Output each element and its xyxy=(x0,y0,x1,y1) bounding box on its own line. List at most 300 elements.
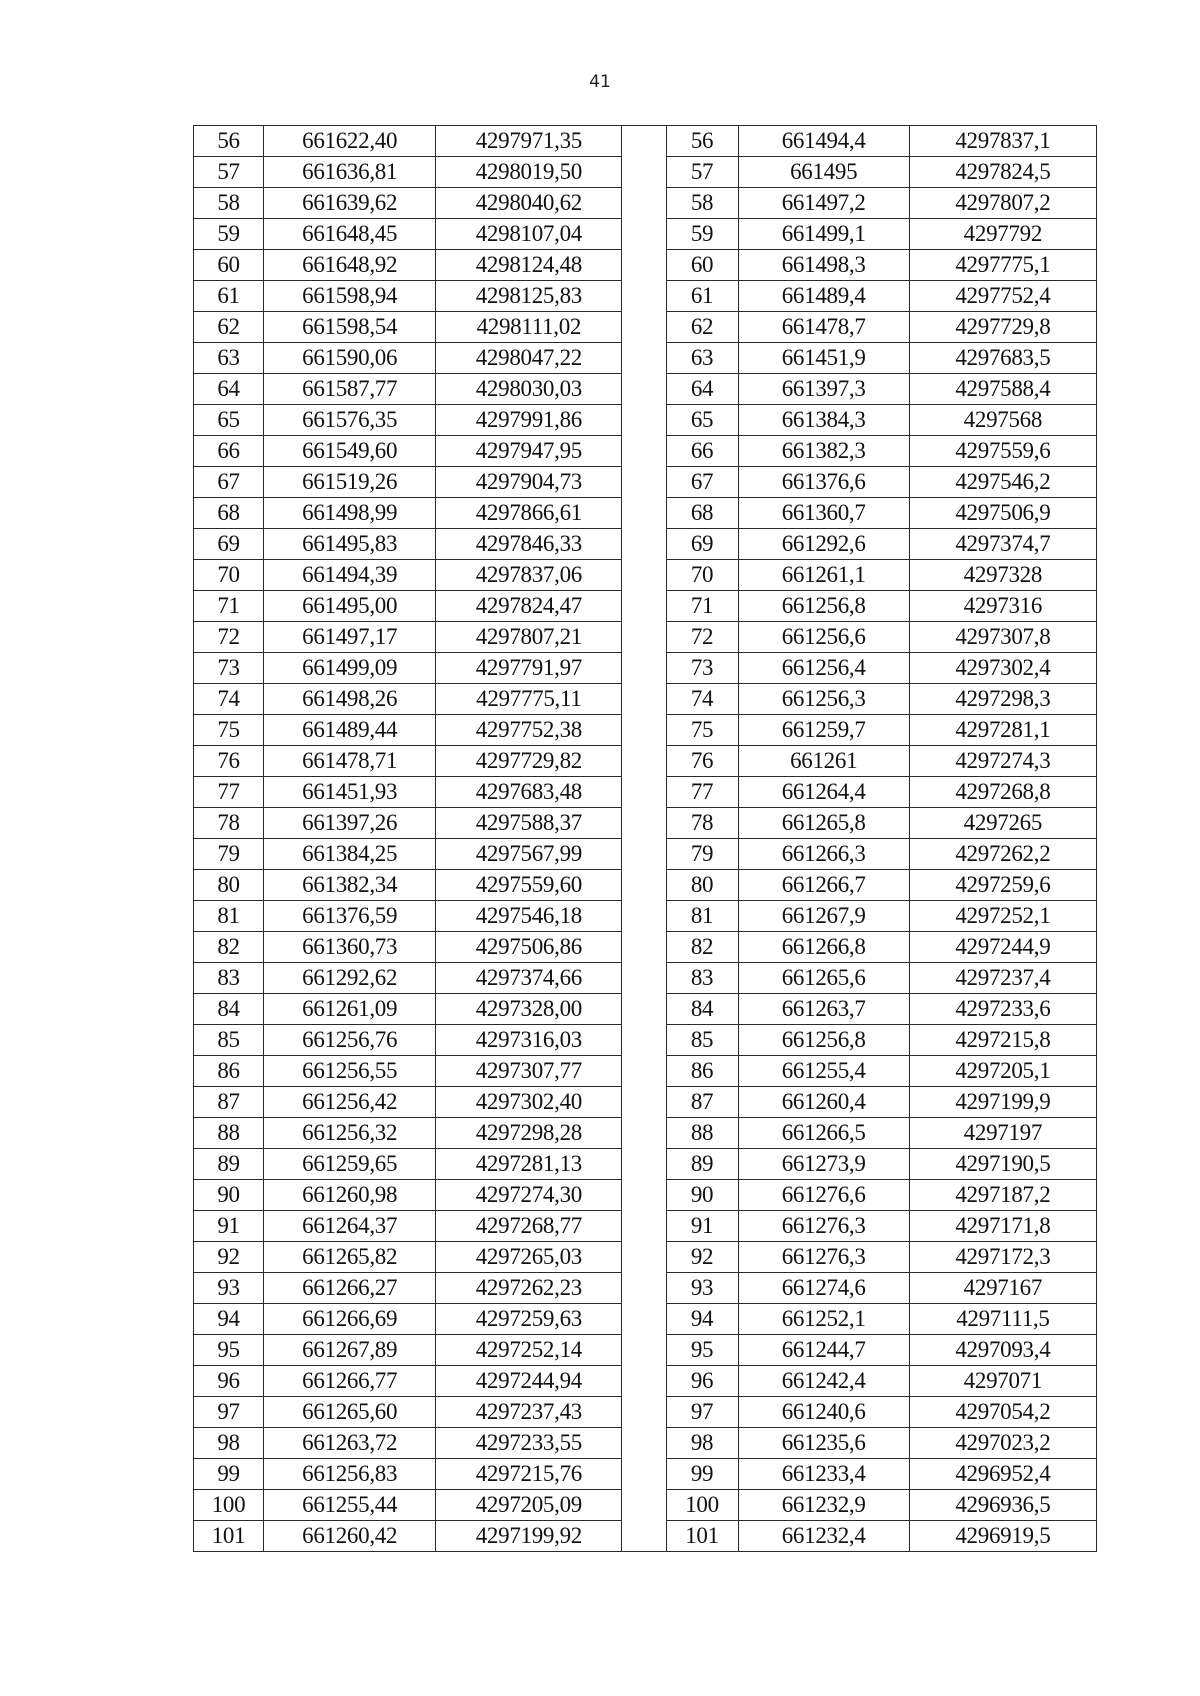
table-row xyxy=(194,1521,1097,1552)
right-point-number-cell: 101 xyxy=(666,1521,738,1552)
column-gap xyxy=(622,994,666,1025)
left-point-number-cell: 80 xyxy=(194,870,264,901)
left-x-coordinate-cell: 661266,77 xyxy=(264,1366,436,1397)
column-gap xyxy=(622,1025,666,1056)
table-row xyxy=(194,1428,1097,1459)
table-row xyxy=(194,374,1097,405)
right-point-number-cell: 65 xyxy=(666,405,738,436)
right-point-number-cell: 62 xyxy=(666,312,738,343)
left-y-coordinate-cell: 4297328,00 xyxy=(436,994,622,1025)
right-y-coordinate-cell: 4297171,8 xyxy=(909,1211,1096,1242)
right-point-number-cell: 63 xyxy=(666,343,738,374)
right-x-coordinate-cell: 661274,6 xyxy=(738,1273,909,1304)
column-gap xyxy=(622,1397,666,1428)
table-row xyxy=(194,1242,1097,1273)
left-point-number-cell: 66 xyxy=(194,436,264,467)
column-gap xyxy=(622,808,666,839)
left-point-number-cell: 72 xyxy=(194,622,264,653)
right-point-number-cell: 91 xyxy=(666,1211,738,1242)
left-x-coordinate-cell: 661622,40 xyxy=(264,126,436,157)
right-x-coordinate-cell: 661497,2 xyxy=(738,188,909,219)
table-row xyxy=(194,684,1097,715)
right-x-coordinate-cell: 661232,4 xyxy=(738,1521,909,1552)
left-point-number-cell: 85 xyxy=(194,1025,264,1056)
right-x-coordinate-cell: 661265,6 xyxy=(738,963,909,994)
right-point-number-cell: 76 xyxy=(666,746,738,777)
left-x-coordinate-cell: 661256,32 xyxy=(264,1118,436,1149)
left-point-number-cell: 63 xyxy=(194,343,264,374)
left-x-coordinate-cell: 661495,00 xyxy=(264,591,436,622)
right-x-coordinate-cell: 661244,7 xyxy=(738,1335,909,1366)
right-y-coordinate-cell: 4297316 xyxy=(909,591,1096,622)
left-y-coordinate-cell: 4297281,13 xyxy=(436,1149,622,1180)
column-gap xyxy=(622,1428,666,1459)
right-x-coordinate-cell: 661260,4 xyxy=(738,1087,909,1118)
left-point-number-cell: 95 xyxy=(194,1335,264,1366)
table-row xyxy=(194,1087,1097,1118)
left-point-number-cell: 64 xyxy=(194,374,264,405)
left-y-coordinate-cell: 4297567,99 xyxy=(436,839,622,870)
left-x-coordinate-cell: 661495,83 xyxy=(264,529,436,560)
left-y-coordinate-cell: 4297904,73 xyxy=(436,467,622,498)
left-y-coordinate-cell: 4298125,83 xyxy=(436,281,622,312)
right-point-number-cell: 96 xyxy=(666,1366,738,1397)
left-y-coordinate-cell: 4297971,35 xyxy=(436,126,622,157)
left-y-coordinate-cell: 4297752,38 xyxy=(436,715,622,746)
left-point-number-cell: 96 xyxy=(194,1366,264,1397)
left-x-coordinate-cell: 661266,27 xyxy=(264,1273,436,1304)
left-x-coordinate-cell: 661498,99 xyxy=(264,498,436,529)
right-y-coordinate-cell: 4297190,5 xyxy=(909,1149,1096,1180)
left-y-coordinate-cell: 4297259,63 xyxy=(436,1304,622,1335)
table-row xyxy=(194,1459,1097,1490)
left-point-number-cell: 74 xyxy=(194,684,264,715)
right-point-number-cell: 92 xyxy=(666,1242,738,1273)
right-point-number-cell: 79 xyxy=(666,839,738,870)
right-x-coordinate-cell: 661382,3 xyxy=(738,436,909,467)
left-y-coordinate-cell: 4298111,02 xyxy=(436,312,622,343)
left-point-number-cell: 90 xyxy=(194,1180,264,1211)
left-x-coordinate-cell: 661498,26 xyxy=(264,684,436,715)
right-y-coordinate-cell: 4297197 xyxy=(909,1118,1096,1149)
left-x-coordinate-cell: 661648,45 xyxy=(264,219,436,250)
left-point-number-cell: 57 xyxy=(194,157,264,188)
right-y-coordinate-cell: 4297302,4 xyxy=(909,653,1096,684)
right-point-number-cell: 97 xyxy=(666,1397,738,1428)
column-gap xyxy=(622,591,666,622)
left-x-coordinate-cell: 661648,92 xyxy=(264,250,436,281)
column-gap xyxy=(622,312,666,343)
right-y-coordinate-cell: 4297268,8 xyxy=(909,777,1096,808)
table-row xyxy=(194,653,1097,684)
left-point-number-cell: 82 xyxy=(194,932,264,963)
left-x-coordinate-cell: 661478,71 xyxy=(264,746,436,777)
left-x-coordinate-cell: 661489,44 xyxy=(264,715,436,746)
left-y-coordinate-cell: 4297546,18 xyxy=(436,901,622,932)
column-gap xyxy=(622,219,666,250)
column-gap xyxy=(622,1459,666,1490)
left-point-number-cell: 83 xyxy=(194,963,264,994)
table-row xyxy=(194,994,1097,1025)
right-x-coordinate-cell: 661266,3 xyxy=(738,839,909,870)
right-point-number-cell: 60 xyxy=(666,250,738,281)
left-x-coordinate-cell: 661519,26 xyxy=(264,467,436,498)
left-point-number-cell: 98 xyxy=(194,1428,264,1459)
left-y-coordinate-cell: 4297791,97 xyxy=(436,653,622,684)
table-row xyxy=(194,436,1097,467)
right-point-number-cell: 61 xyxy=(666,281,738,312)
right-x-coordinate-cell: 661451,9 xyxy=(738,343,909,374)
left-y-coordinate-cell: 4297205,09 xyxy=(436,1490,622,1521)
left-point-number-cell: 75 xyxy=(194,715,264,746)
table-row xyxy=(194,529,1097,560)
coordinates-table xyxy=(193,125,1097,1552)
table-row xyxy=(194,1335,1097,1366)
column-gap xyxy=(622,343,666,374)
table-row xyxy=(194,188,1097,219)
left-y-coordinate-cell: 4297947,95 xyxy=(436,436,622,467)
left-x-coordinate-cell: 661451,93 xyxy=(264,777,436,808)
left-y-coordinate-cell: 4298019,50 xyxy=(436,157,622,188)
left-point-number-cell: 86 xyxy=(194,1056,264,1087)
left-point-number-cell: 59 xyxy=(194,219,264,250)
right-y-coordinate-cell: 4297568 xyxy=(909,405,1096,436)
left-x-coordinate-cell: 661384,25 xyxy=(264,839,436,870)
right-y-coordinate-cell: 4297328 xyxy=(909,560,1096,591)
left-x-coordinate-cell: 661256,42 xyxy=(264,1087,436,1118)
left-x-coordinate-cell: 661256,55 xyxy=(264,1056,436,1087)
table-row xyxy=(194,808,1097,839)
column-gap xyxy=(622,901,666,932)
right-y-coordinate-cell: 4296952,4 xyxy=(909,1459,1096,1490)
left-point-number-cell: 58 xyxy=(194,188,264,219)
column-gap xyxy=(622,1335,666,1366)
table-row xyxy=(194,250,1097,281)
left-y-coordinate-cell: 4297316,03 xyxy=(436,1025,622,1056)
column-gap xyxy=(622,870,666,901)
right-y-coordinate-cell: 4297172,3 xyxy=(909,1242,1096,1273)
left-point-number-cell: 91 xyxy=(194,1211,264,1242)
table-row xyxy=(194,1490,1097,1521)
right-x-coordinate-cell: 661397,3 xyxy=(738,374,909,405)
left-point-number-cell: 94 xyxy=(194,1304,264,1335)
left-point-number-cell: 100 xyxy=(194,1490,264,1521)
right-point-number-cell: 67 xyxy=(666,467,738,498)
right-x-coordinate-cell: 661266,7 xyxy=(738,870,909,901)
left-x-coordinate-cell: 661494,39 xyxy=(264,560,436,591)
right-point-number-cell: 77 xyxy=(666,777,738,808)
column-gap xyxy=(622,157,666,188)
left-y-coordinate-cell: 4297302,40 xyxy=(436,1087,622,1118)
column-gap xyxy=(622,126,666,157)
right-x-coordinate-cell: 661240,6 xyxy=(738,1397,909,1428)
table-row xyxy=(194,281,1097,312)
right-point-number-cell: 78 xyxy=(666,808,738,839)
column-gap xyxy=(622,715,666,746)
right-point-number-cell: 86 xyxy=(666,1056,738,1087)
right-y-coordinate-cell: 4297187,2 xyxy=(909,1180,1096,1211)
left-y-coordinate-cell: 4297846,33 xyxy=(436,529,622,560)
left-point-number-cell: 87 xyxy=(194,1087,264,1118)
right-point-number-cell: 99 xyxy=(666,1459,738,1490)
table-row xyxy=(194,343,1097,374)
right-y-coordinate-cell: 4297559,6 xyxy=(909,436,1096,467)
right-point-number-cell: 72 xyxy=(666,622,738,653)
right-point-number-cell: 87 xyxy=(666,1087,738,1118)
right-y-coordinate-cell: 4297071 xyxy=(909,1366,1096,1397)
right-point-number-cell: 73 xyxy=(666,653,738,684)
right-x-coordinate-cell: 661292,6 xyxy=(738,529,909,560)
table-row xyxy=(194,157,1097,188)
left-x-coordinate-cell: 661360,73 xyxy=(264,932,436,963)
column-gap xyxy=(622,498,666,529)
right-x-coordinate-cell: 661232,9 xyxy=(738,1490,909,1521)
table-row xyxy=(194,715,1097,746)
left-point-number-cell: 88 xyxy=(194,1118,264,1149)
right-x-coordinate-cell: 661489,4 xyxy=(738,281,909,312)
left-y-coordinate-cell: 4298107,04 xyxy=(436,219,622,250)
table-row xyxy=(194,219,1097,250)
column-gap xyxy=(622,529,666,560)
page-number: 41 xyxy=(589,72,611,92)
left-x-coordinate-cell: 661587,77 xyxy=(264,374,436,405)
column-gap xyxy=(622,281,666,312)
right-y-coordinate-cell: 4297775,1 xyxy=(909,250,1096,281)
left-y-coordinate-cell: 4298040,62 xyxy=(436,188,622,219)
left-y-coordinate-cell: 4297559,60 xyxy=(436,870,622,901)
right-y-coordinate-cell: 4297252,1 xyxy=(909,901,1096,932)
table-row xyxy=(194,1180,1097,1211)
right-y-coordinate-cell: 4297167 xyxy=(909,1273,1096,1304)
left-point-number-cell: 92 xyxy=(194,1242,264,1273)
table-row xyxy=(194,498,1097,529)
left-y-coordinate-cell: 4297729,82 xyxy=(436,746,622,777)
table-row xyxy=(194,126,1097,157)
right-point-number-cell: 94 xyxy=(666,1304,738,1335)
right-x-coordinate-cell: 661266,8 xyxy=(738,932,909,963)
right-y-coordinate-cell: 4297807,2 xyxy=(909,188,1096,219)
column-gap xyxy=(622,932,666,963)
right-point-number-cell: 75 xyxy=(666,715,738,746)
right-point-number-cell: 82 xyxy=(666,932,738,963)
column-gap xyxy=(622,405,666,436)
table-row xyxy=(194,405,1097,436)
right-y-coordinate-cell: 4297093,4 xyxy=(909,1335,1096,1366)
left-point-number-cell: 71 xyxy=(194,591,264,622)
column-gap xyxy=(622,1211,666,1242)
left-y-coordinate-cell: 4297265,03 xyxy=(436,1242,622,1273)
left-point-number-cell: 97 xyxy=(194,1397,264,1428)
left-point-number-cell: 70 xyxy=(194,560,264,591)
right-x-coordinate-cell: 661263,7 xyxy=(738,994,909,1025)
right-x-coordinate-cell: 661360,7 xyxy=(738,498,909,529)
column-gap xyxy=(622,436,666,467)
right-point-number-cell: 64 xyxy=(666,374,738,405)
left-x-coordinate-cell: 661576,35 xyxy=(264,405,436,436)
left-point-number-cell: 99 xyxy=(194,1459,264,1490)
table-row xyxy=(194,560,1097,591)
table-row xyxy=(194,1056,1097,1087)
column-gap xyxy=(622,684,666,715)
left-x-coordinate-cell: 661497,17 xyxy=(264,622,436,653)
right-x-coordinate-cell: 661259,7 xyxy=(738,715,909,746)
right-y-coordinate-cell: 4296919,5 xyxy=(909,1521,1096,1552)
right-x-coordinate-cell: 661498,3 xyxy=(738,250,909,281)
column-gap xyxy=(622,374,666,405)
table-row xyxy=(194,591,1097,622)
right-x-coordinate-cell: 661256,4 xyxy=(738,653,909,684)
right-point-number-cell: 58 xyxy=(666,188,738,219)
right-point-number-cell: 88 xyxy=(666,1118,738,1149)
right-x-coordinate-cell: 661261 xyxy=(738,746,909,777)
right-y-coordinate-cell: 4297588,4 xyxy=(909,374,1096,405)
left-y-coordinate-cell: 4297274,30 xyxy=(436,1180,622,1211)
left-y-coordinate-cell: 4297824,47 xyxy=(436,591,622,622)
right-point-number-cell: 100 xyxy=(666,1490,738,1521)
left-point-number-cell: 81 xyxy=(194,901,264,932)
right-point-number-cell: 95 xyxy=(666,1335,738,1366)
right-x-coordinate-cell: 661273,9 xyxy=(738,1149,909,1180)
column-gap xyxy=(622,777,666,808)
left-point-number-cell: 56 xyxy=(194,126,264,157)
left-y-coordinate-cell: 4297775,11 xyxy=(436,684,622,715)
left-y-coordinate-cell: 4297199,92 xyxy=(436,1521,622,1552)
table-row xyxy=(194,901,1097,932)
right-x-coordinate-cell: 661276,3 xyxy=(738,1211,909,1242)
left-y-coordinate-cell: 4297991,86 xyxy=(436,405,622,436)
table-row xyxy=(194,1025,1097,1056)
right-point-number-cell: 89 xyxy=(666,1149,738,1180)
column-gap xyxy=(622,1242,666,1273)
left-y-coordinate-cell: 4297807,21 xyxy=(436,622,622,653)
right-point-number-cell: 68 xyxy=(666,498,738,529)
column-gap xyxy=(622,560,666,591)
left-point-number-cell: 73 xyxy=(194,653,264,684)
left-y-coordinate-cell: 4297237,43 xyxy=(436,1397,622,1428)
column-gap xyxy=(622,1087,666,1118)
left-y-coordinate-cell: 4297307,77 xyxy=(436,1056,622,1087)
left-point-number-cell: 68 xyxy=(194,498,264,529)
left-y-coordinate-cell: 4297268,77 xyxy=(436,1211,622,1242)
left-y-coordinate-cell: 4297298,28 xyxy=(436,1118,622,1149)
left-x-coordinate-cell: 661260,98 xyxy=(264,1180,436,1211)
right-x-coordinate-cell: 661266,5 xyxy=(738,1118,909,1149)
left-y-coordinate-cell: 4297588,37 xyxy=(436,808,622,839)
right-x-coordinate-cell: 661252,1 xyxy=(738,1304,909,1335)
column-gap xyxy=(622,1304,666,1335)
right-y-coordinate-cell: 4297023,2 xyxy=(909,1428,1096,1459)
left-x-coordinate-cell: 661590,06 xyxy=(264,343,436,374)
right-point-number-cell: 93 xyxy=(666,1273,738,1304)
right-x-coordinate-cell: 661233,4 xyxy=(738,1459,909,1490)
left-point-number-cell: 93 xyxy=(194,1273,264,1304)
right-x-coordinate-cell: 661495 xyxy=(738,157,909,188)
left-x-coordinate-cell: 661259,65 xyxy=(264,1149,436,1180)
right-x-coordinate-cell: 661478,7 xyxy=(738,312,909,343)
right-x-coordinate-cell: 661256,3 xyxy=(738,684,909,715)
table-row xyxy=(194,932,1097,963)
left-point-number-cell: 61 xyxy=(194,281,264,312)
column-gap xyxy=(622,1521,666,1552)
table-row xyxy=(194,622,1097,653)
column-gap xyxy=(622,746,666,777)
right-x-coordinate-cell: 661256,8 xyxy=(738,591,909,622)
column-gap xyxy=(622,1490,666,1521)
left-x-coordinate-cell: 661639,62 xyxy=(264,188,436,219)
right-y-coordinate-cell: 4297205,1 xyxy=(909,1056,1096,1087)
right-point-number-cell: 98 xyxy=(666,1428,738,1459)
right-point-number-cell: 90 xyxy=(666,1180,738,1211)
column-gap xyxy=(622,1273,666,1304)
left-point-number-cell: 65 xyxy=(194,405,264,436)
right-y-coordinate-cell: 4297729,8 xyxy=(909,312,1096,343)
column-gap xyxy=(622,622,666,653)
right-x-coordinate-cell: 661256,8 xyxy=(738,1025,909,1056)
left-point-number-cell: 67 xyxy=(194,467,264,498)
left-y-coordinate-cell: 4297252,14 xyxy=(436,1335,622,1366)
right-point-number-cell: 69 xyxy=(666,529,738,560)
column-gap xyxy=(622,250,666,281)
right-y-coordinate-cell: 4297506,9 xyxy=(909,498,1096,529)
table-row xyxy=(194,312,1097,343)
right-y-coordinate-cell: 4297752,4 xyxy=(909,281,1096,312)
table-row xyxy=(194,963,1097,994)
right-y-coordinate-cell: 4297111,5 xyxy=(909,1304,1096,1335)
right-point-number-cell: 83 xyxy=(666,963,738,994)
right-y-coordinate-cell: 4297215,8 xyxy=(909,1025,1096,1056)
left-y-coordinate-cell: 4297837,06 xyxy=(436,560,622,591)
right-x-coordinate-cell: 661494,4 xyxy=(738,126,909,157)
right-y-coordinate-cell: 4297265 xyxy=(909,808,1096,839)
left-point-number-cell: 69 xyxy=(194,529,264,560)
right-x-coordinate-cell: 661242,4 xyxy=(738,1366,909,1397)
left-x-coordinate-cell: 661598,94 xyxy=(264,281,436,312)
left-x-coordinate-cell: 661267,89 xyxy=(264,1335,436,1366)
table-row xyxy=(194,1366,1097,1397)
right-y-coordinate-cell: 4297374,7 xyxy=(909,529,1096,560)
right-y-coordinate-cell: 4297199,9 xyxy=(909,1087,1096,1118)
left-x-coordinate-cell: 661265,60 xyxy=(264,1397,436,1428)
left-point-number-cell: 89 xyxy=(194,1149,264,1180)
table-row xyxy=(194,746,1097,777)
left-x-coordinate-cell: 661265,82 xyxy=(264,1242,436,1273)
right-x-coordinate-cell: 661499,1 xyxy=(738,219,909,250)
left-point-number-cell: 84 xyxy=(194,994,264,1025)
left-point-number-cell: 76 xyxy=(194,746,264,777)
left-y-coordinate-cell: 4297506,86 xyxy=(436,932,622,963)
right-y-coordinate-cell: 4297054,2 xyxy=(909,1397,1096,1428)
left-y-coordinate-cell: 4297262,23 xyxy=(436,1273,622,1304)
left-y-coordinate-cell: 4298124,48 xyxy=(436,250,622,281)
right-point-number-cell: 66 xyxy=(666,436,738,467)
table-row xyxy=(194,1304,1097,1335)
right-x-coordinate-cell: 661384,3 xyxy=(738,405,909,436)
right-point-number-cell: 74 xyxy=(666,684,738,715)
table-row xyxy=(194,1273,1097,1304)
column-gap xyxy=(622,653,666,684)
column-gap xyxy=(622,963,666,994)
right-y-coordinate-cell: 4297824,5 xyxy=(909,157,1096,188)
right-x-coordinate-cell: 661376,6 xyxy=(738,467,909,498)
table-row xyxy=(194,870,1097,901)
right-y-coordinate-cell: 4297281,1 xyxy=(909,715,1096,746)
right-y-coordinate-cell: 4297262,2 xyxy=(909,839,1096,870)
right-point-number-cell: 70 xyxy=(666,560,738,591)
column-gap xyxy=(622,839,666,870)
left-x-coordinate-cell: 661263,72 xyxy=(264,1428,436,1459)
left-point-number-cell: 62 xyxy=(194,312,264,343)
right-x-coordinate-cell: 661256,6 xyxy=(738,622,909,653)
